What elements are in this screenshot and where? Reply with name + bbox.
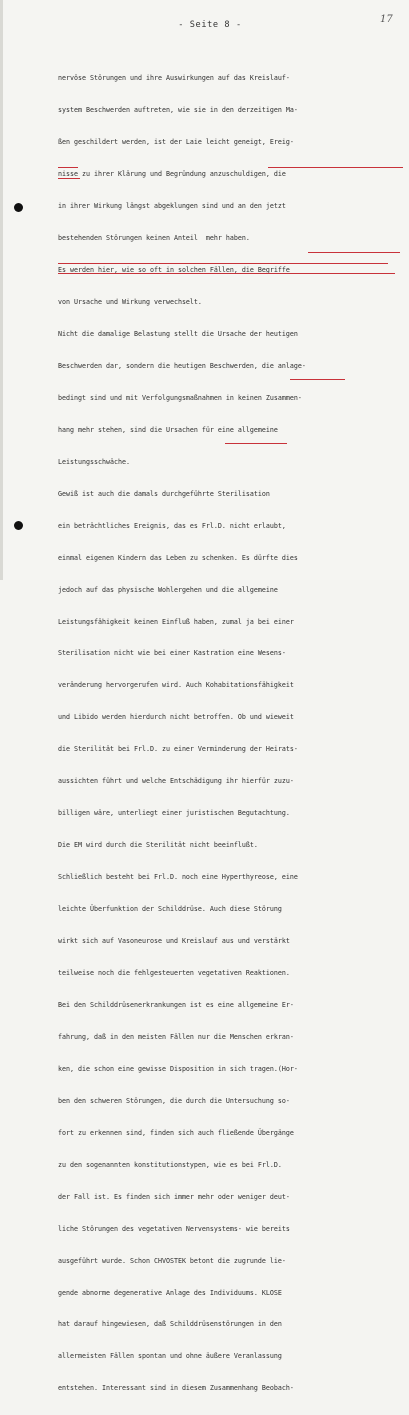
text-line: die Sterilität bei Frl.D. zu einer Verminderung der Heirats- [58, 745, 298, 754]
text-line: allermeisten Fällen spontan und ohne äußere Veranlassung [58, 1352, 282, 1361]
text-line: der Fall ist. Es finden sich immer mehr oder weniger deut- [58, 1192, 290, 1201]
red-underline [268, 167, 403, 168]
text-line: bedingt sind und mit Verfolgungsmaßnahmen in keinen Zusammen- [58, 393, 302, 402]
text-line: Leistungsfähigkeit keinen Einfluß haben, zumal ja bei einer [58, 617, 294, 626]
page-number: - Seite 8 - [178, 20, 242, 30]
text-line: leichte Überfunktion der Schilddrüse. Auch diese Störung [58, 905, 282, 914]
text-line: zu den sogenannten konstitutionstypen, wie es bei Frl.D. [58, 1160, 282, 1169]
red-underline [225, 443, 287, 444]
text-line: teilweise noch die fehlgesteuerten vegetativen Reaktionen. [58, 969, 290, 977]
text-line: Sterilisation nicht wie bei einer Kastration eine Wesens- [58, 649, 286, 658]
text-line: von Ursache und Wirkung verwechselt. [58, 297, 202, 306]
text-line: hat darauf hingewiesen, daß Schilddrüsenstörungen in den [58, 1320, 282, 1329]
red-underline [58, 167, 78, 168]
text-line: aussichten führt und welche Entschädigung ihr hierfür zuzu- [58, 777, 294, 786]
text-line: fahrung, daß in den meisten Fällen nur die Menschen erkran- [58, 1032, 294, 1041]
text-line: in ihrer Wirkung längst abgeklungen sind und an den jetzt [58, 202, 286, 211]
red-underline [290, 379, 345, 380]
punch-hole-bottom [14, 521, 23, 530]
scan-left-edge [0, 0, 3, 580]
handwritten-page-mark: 17 [380, 14, 393, 25]
text-line: nervöse Störungen und ihre Auswirkungen auf das Kreislauf- [58, 74, 290, 83]
text-line: Schließlich besteht bei Frl.D. noch eine Hyperthyreose, eine [58, 873, 298, 882]
text-line: liche Störungen des vegetativen Nervensystems- wie bereits [58, 1224, 290, 1233]
text-line: jedoch auf das physische Wohlergehen und die allgemeine [58, 585, 278, 594]
text-line: Bei den Schilddrüsenerkrankungen ist es eine allgemeine Er- [58, 1000, 294, 1009]
text-line: Leistungsschwäche. [58, 457, 130, 466]
text-line: ßen geschildert werden, ist der Laie leicht geneigt, Ereig- [58, 138, 294, 147]
text-line: Gewiß ist auch die damals durchgeführte Sterilisation [58, 489, 270, 498]
red-underline [58, 273, 395, 274]
text-line: hang mehr stehen, sind die Ursachen für eine allgemeine [58, 425, 278, 434]
text-line: system Beschwerden auftreten, wie sie in den derzeitigen Ma- [58, 106, 298, 115]
body-text [58, 52, 403, 1415]
text-line: Nicht die damalige Belastung stellt die Ursache der heutigen [58, 329, 298, 338]
text-line: und Libido werden hierdurch nicht betroffen. Ob und wieweit [58, 713, 294, 722]
text-line: ausgeführt wurde. Schon CHVOSTEK betont die zugrunde lie- [58, 1256, 286, 1265]
text-line: bestehenden Störungen keinen Anteil mehr haben. [58, 234, 250, 243]
text-line: veränderung hervorgerufen wird. Auch Kohabitationsfähigkeit [58, 681, 294, 690]
text-line: ein beträchtliches Ereignis, das es Frl.D. nicht erlaubt, [58, 521, 286, 530]
text-line: Beschwerden dar, sondern die heutigen Beschwerden, die anlage- [58, 361, 306, 370]
text-line: nisse zu ihrer Klärung und Begründung anzuschuldigen, die [58, 170, 286, 179]
text-line: ken, die schon eine gewisse Disposition in sich tragen.(Hor- [58, 1064, 298, 1073]
text-line: Es werden hier, wie so oft in solchen Fällen, die Begriffe [58, 266, 290, 275]
red-underline [308, 252, 400, 253]
text-line: billigen wäre, unterliegt einer juristischen Begutachtung. [58, 809, 290, 818]
text-line: fort zu erkennen sind, finden sich auch fließende Übergänge [58, 1128, 294, 1137]
red-underline [58, 178, 80, 179]
text-line: ben den schweren Störungen, die durch die Untersuchung so- [58, 1096, 290, 1105]
text-line: entstehen. Interessant sind in diesem Zusammenhang Beobach- [58, 1384, 294, 1393]
text-line: gende abnorme degenerative Anlage des Individuums. KLOSE [58, 1288, 282, 1297]
text-line: Die EM wird durch die Sterilität nicht beeinflußt. [58, 841, 258, 850]
punch-hole-top [14, 203, 23, 212]
text-line: wirkt sich auf Vasoneurose und Kreislauf aus und verstärkt [58, 937, 290, 946]
text-line: einmal eigenen Kindern das Leben zu schenken. Es dürfte dies [58, 553, 298, 562]
red-underline [58, 263, 388, 264]
